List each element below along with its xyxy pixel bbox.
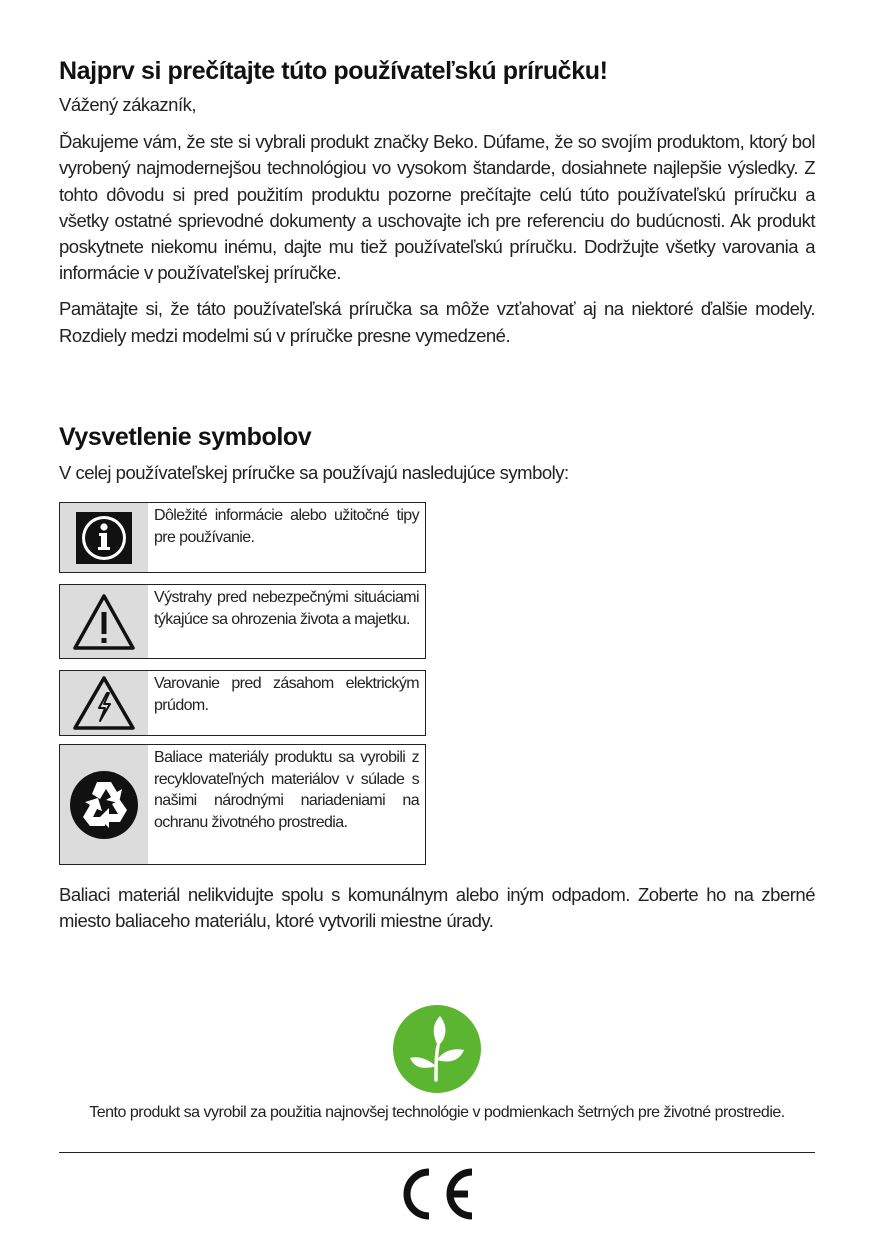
leaf-icon — [392, 1004, 482, 1094]
info-icon — [60, 503, 148, 572]
symbol-text: Výstrahy pred nebezpečnými situáciami týkajúce sa ohrozenia života a majetku. — [154, 589, 419, 628]
symbol-text: Dôležité informácie alebo užitočné tipy pre používanie. — [154, 507, 419, 546]
symbol-text: Baliace materiály produktu sa vyrobili z recyklovateľných materiálov v súlade s našimi národnými nariadeniami na ochranu životného prostredia. — [154, 749, 419, 831]
symbol-row-recycle — [59, 744, 426, 865]
symbols-heading: Vysvetlenie symbolov — [59, 423, 312, 451]
ce-mark-icon — [396, 1164, 478, 1224]
symbols-intro: V celej používateľskej príručke sa používajú nasledujúce symboly: — [59, 462, 569, 483]
intro-section — [59, 52, 815, 349]
thanks-paragraph: Ďakujeme vám, že ste si vybrali produkt značky Beko. Dúfame, že so svojím produktom, ktorý bol vyrobený najmodernejšou technológiou vo vysokom štandarde, dosiahnete najlepšie výsledky. Z tohto dôvodu si pred použitím produktu pozorne prečítajte celú túto používateľskú príručku a všetky ostatné sprievodné dokumenty a uschovajte ich pre referenciu do budúcnosti. Ak produkt poskytnete niekomu inému, dajte mu tiež používateľskú príručku. Dodržujte všetky varovania a informácie v používateľskej príručke. — [59, 131, 815, 284]
greeting: Vážený zákazník, — [59, 94, 196, 115]
electric-shock-icon — [60, 671, 148, 735]
symbol-row-warning — [59, 584, 426, 659]
warning-icon — [60, 585, 148, 658]
page-title: Najprv si prečítajte túto používateľskú príručku! — [59, 57, 608, 85]
disposal-paragraph: Baliaci materiál nelikvidujte spolu s komunálnym alebo iným odpadom. Zoberte ho na zberné miesto baliaceho materiálu, ktoré vytvorili miestne úrady. — [59, 884, 815, 932]
symbol-row-info — [59, 502, 426, 573]
symbol-text: Varovanie pred zásahom elektrickým prúdom. — [154, 675, 419, 714]
symbol-row-electric — [59, 670, 426, 736]
recycle-icon — [60, 745, 148, 864]
models-note-paragraph: Pamätajte si, že táto používateľská príručka sa môže vzťahovať aj na niektoré ďalšie modely. Rozdiely medzi modelmi sú v príručke presne vymedzené. — [59, 298, 815, 346]
eco-statement: Tento produkt sa vyrobil za použitia najnovšej technológie v podmienkach šetrných pre životné prostredie. — [89, 1104, 785, 1121]
symbols-section — [59, 420, 815, 486]
footer-divider — [59, 1152, 815, 1153]
